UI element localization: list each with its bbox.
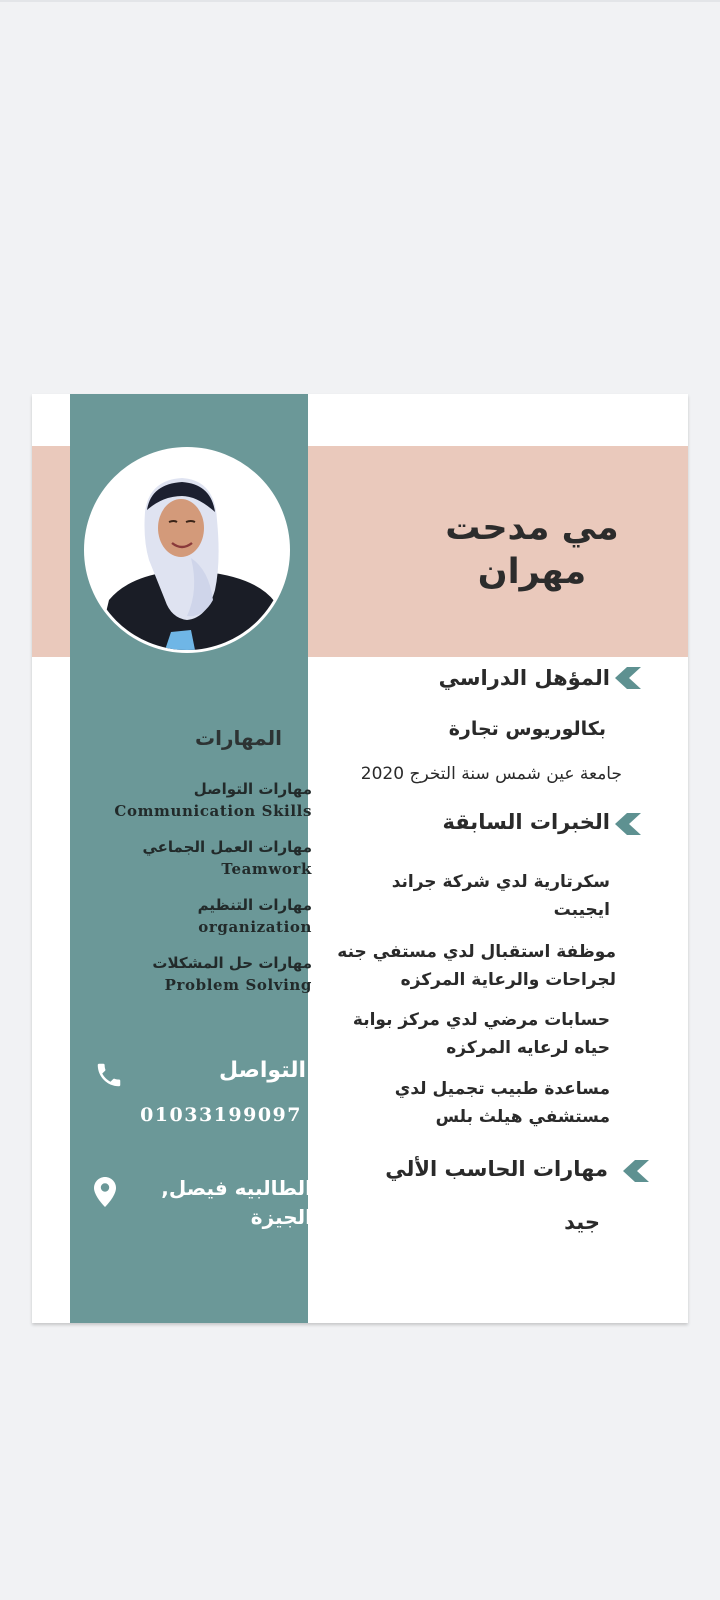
education-degree: بكالوريوس تجارة bbox=[448, 718, 606, 740]
skills-title: المهارات bbox=[195, 726, 282, 750]
experience-item: حسابات مرضي لدي مركز بوابة حياه لرعايه المركزه bbox=[352, 1010, 610, 1058]
computer-skills-level: جيد bbox=[564, 1210, 600, 1234]
top-divider bbox=[0, 0, 720, 2]
computer-skills-title: مهارات الحاسب الألي bbox=[385, 1157, 608, 1181]
education-title: المؤهل الدراسي bbox=[438, 666, 610, 690]
skill-name-ar: مهارات العمل الجماعي bbox=[142, 838, 312, 856]
skill-name-en: organization bbox=[198, 918, 312, 936]
experience-title: الخبرات السابقة bbox=[442, 810, 610, 834]
experience-item: سكرتارية لدي شركة جراند ايجيبت bbox=[391, 872, 610, 920]
chevron-left-icon bbox=[615, 813, 641, 835]
skill-name-ar: مهارات حل المشكلات bbox=[152, 954, 312, 972]
phone-icon bbox=[94, 1060, 124, 1090]
skill-name-en: Communication Skills bbox=[114, 802, 312, 820]
skill-item bbox=[84, 836, 312, 880]
experience-item: مساعدة طبيب تجميل لدي مستشفي هيلث بلس bbox=[394, 1079, 610, 1127]
cv-page bbox=[32, 394, 688, 1323]
education-university: جامعة عين شمس سنة التخرج 2020 bbox=[360, 764, 622, 784]
skill-name-ar: مهارات التنظيم bbox=[197, 896, 312, 914]
experience-item: موظفة استقبال لدي مستفي جنه لجراحات والرعاية المركزه bbox=[337, 942, 616, 990]
skill-item bbox=[84, 778, 312, 822]
chevron-left-icon bbox=[623, 1160, 649, 1182]
skill-name-en: Problem Solving bbox=[164, 976, 312, 994]
chevron-left-icon bbox=[615, 667, 641, 689]
skill-item bbox=[84, 894, 312, 938]
skill-name-en: Teamwork bbox=[221, 860, 312, 878]
full-name: مي مدحت مهران bbox=[445, 508, 619, 592]
skill-item bbox=[84, 952, 312, 996]
address: الطالبيه فيصل, الجيزة bbox=[161, 1176, 312, 1229]
contact-title: التواصل bbox=[218, 1058, 306, 1083]
profile-photo bbox=[84, 447, 290, 653]
map-pin-icon bbox=[94, 1177, 116, 1207]
phone-number[interactable]: 01033199097 bbox=[140, 1104, 302, 1126]
skill-name-ar: مهارات التواصل bbox=[193, 780, 312, 798]
